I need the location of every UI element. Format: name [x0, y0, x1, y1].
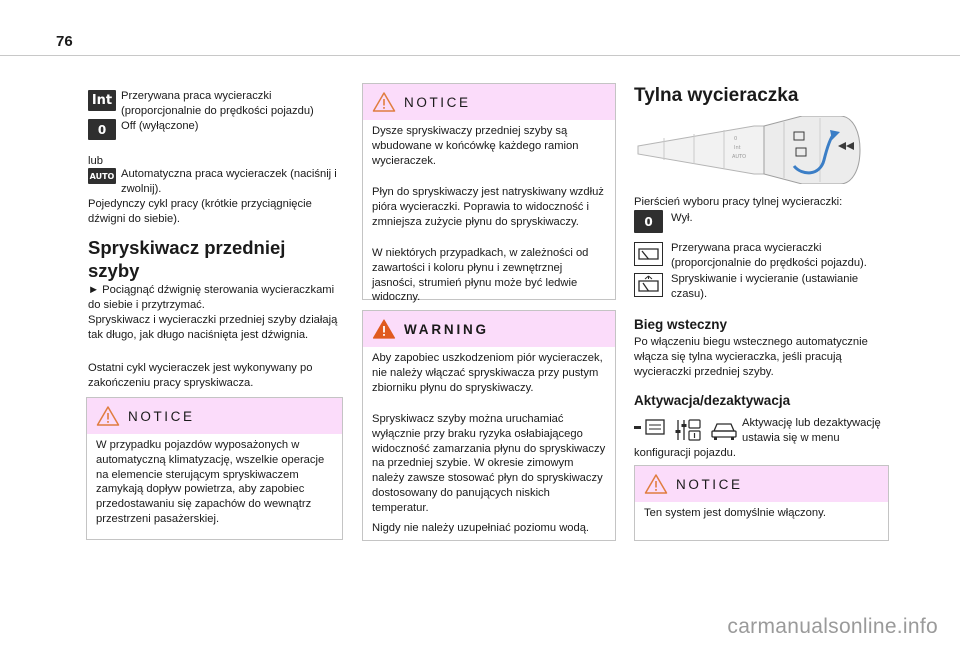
rear-wash-wipe-icon: [634, 273, 663, 297]
paragraph-last-cycle: Ostatni cykl wycieraczek jest wykonywany po zakończeniu pracy spryskiwacza.: [88, 362, 313, 389]
warning-title: WARNING: [404, 321, 489, 337]
auto-mode-text: Automatyczna praca wycieraczek (naciśnij i zwolnij).: [121, 168, 337, 195]
or-text: lub: [88, 155, 103, 167]
section-heading-front-washer: Spryskiwacz przedniej szyby: [88, 237, 286, 281]
notice-title: NOTICE: [676, 476, 743, 492]
warning-text-empty-tank: Aby zapobiec uszkodzeniom piór wycieraczek, nie należy włączać spryskiwacza przy pustym zbiorniku płynu do spryskiwaczy.: [372, 352, 603, 394]
off-badge-label: 0: [644, 214, 653, 229]
settings-sliders-icon: [674, 418, 702, 442]
single-cycle-text: Pojedynczy cykl pracy (krótkie przyciągnięcie dźwigni do siebie).: [88, 198, 312, 225]
ring-selection-text: Pierścień wyboru pracy tylnej wycieraczki:: [634, 196, 843, 208]
rear-int-text: Przerywana praca wycieraczki (proporcjonalnie do prędkości pojazdu).: [671, 242, 867, 269]
off-mode-text: Off (wyłączone): [121, 120, 199, 132]
off-badge-label: 0: [97, 122, 107, 137]
wiper-stalk-illustration: [634, 116, 866, 184]
notice-text: W przypadku pojazdów wyposażonych w automatyczną klimatyzację, wszelkie operacje na elemencie sterującym spryskiwaczem zamykają dopływ powietrza, aby zapobiec przedostawaniu się zapachów do wewnątrz przestrzeni pasażerskiej.: [96, 439, 325, 525]
notice-box-default-on: [634, 465, 889, 541]
auto-badge-icon: [88, 168, 116, 184]
warning-text-water: Nigdy nie należy uzupełniać poziomu wodą.: [372, 522, 590, 534]
notice-text: Ten system jest domyślnie włączony.: [644, 507, 826, 519]
notice-header: [363, 84, 615, 120]
subheading-reverse-gear: Bieg wsteczny: [634, 317, 728, 332]
notice-text-nozzles: Dysze spryskiwaczy przedniej szyby są wbudowane w końcówkę każdego ramion wycieraczek.: [372, 125, 579, 167]
notice-title: NOTICE: [128, 408, 195, 424]
notice-header: [87, 398, 342, 434]
off-badge-icon: [634, 210, 663, 233]
rear-wash-text: Spryskiwanie i wycieranie (ustawianie czasu).: [671, 273, 859, 300]
notice-text-fluid: Płyn do spryskiwaczy jest natryskiwany wzdłuż pióra wycieraczki. Poprawia to widoczność i zmniejsza zużycie płynu do spryskiwaczy.: [372, 186, 604, 228]
notice-box-nozzles: [362, 83, 616, 304]
notice-header: [635, 466, 888, 502]
notice-box-air-conditioning: [86, 397, 343, 540]
warning-triangle-icon: [644, 473, 668, 495]
svg-text:0: 0: [734, 136, 738, 142]
rear-intermittent-wiper-icon: [634, 242, 663, 266]
int-badge-icon: [88, 90, 116, 111]
warning-text-freezing: Spryskiwacz szyby można uruchamiać wyłącznie przy braku ryzyka osłabiającego widoczność zamarzania płynu do spryskiwaczy na przedniej szybie. W okresie zimowym należy zawsze stosować płyn do spryskiwaczy dostosowany do panujących niskich temperatur.: [372, 413, 606, 514]
vehicle-icon: [710, 420, 738, 442]
warning-box-washer: [362, 310, 616, 541]
section-heading-rear-wiper: Tylna wycieraczka: [634, 85, 799, 106]
notice-title: NOTICE: [404, 94, 471, 110]
int-mode-text: Przerywana praca wycieraczki (proporcjonalnie do prędkości pojazdu): [121, 90, 314, 117]
header-divider: [0, 55, 960, 56]
warning-triangle-icon: [372, 91, 396, 113]
menu-screen-icon: [634, 418, 666, 438]
stalk-auto-label: AUTO: [732, 154, 747, 160]
subheading-activation: Aktywacja/dezaktywacja: [634, 393, 791, 408]
rear-off-text: Wył.: [671, 212, 693, 224]
activation-text: Aktywację lub dezaktywację ustawia się w menu: [742, 417, 881, 444]
notice-text-visibility: W niektórych przypadkach, w zależności od zawartości i koloru płynu i zewnętrznej jasności, strumień płynu może być ledwie widoczny.: [372, 247, 589, 304]
warning-header: [363, 311, 615, 347]
paragraph-pull-stalk: ► Pociągnąć dźwignię sterowania wycieraczkami do siebie i przytrzymać.: [88, 284, 335, 311]
warning-triangle-icon: [96, 405, 120, 427]
paragraph-washer-duration: Spryskiwacz i wycieraczki przedniej szyby działają tak długo, jak długo naciśnięta jest dźwignia.: [88, 314, 338, 341]
activation-text-continued: konfiguracji pojazdu.: [634, 447, 736, 459]
auto-badge-label: AUTO: [89, 171, 115, 181]
int-badge-label: Int: [91, 93, 113, 108]
svg-text:Int: Int: [734, 145, 741, 151]
watermark: carmanualsonline.info: [727, 615, 938, 638]
warning-triangle-icon: [372, 318, 396, 340]
page-number: 76: [56, 33, 73, 50]
reverse-gear-text: Po włączeniu biegu wstecznego automatycznie włącza się tylna wycieraczka, jeśli pracują wycieraczki przedniej szyby.: [634, 336, 868, 378]
off-badge-icon: [88, 119, 116, 140]
